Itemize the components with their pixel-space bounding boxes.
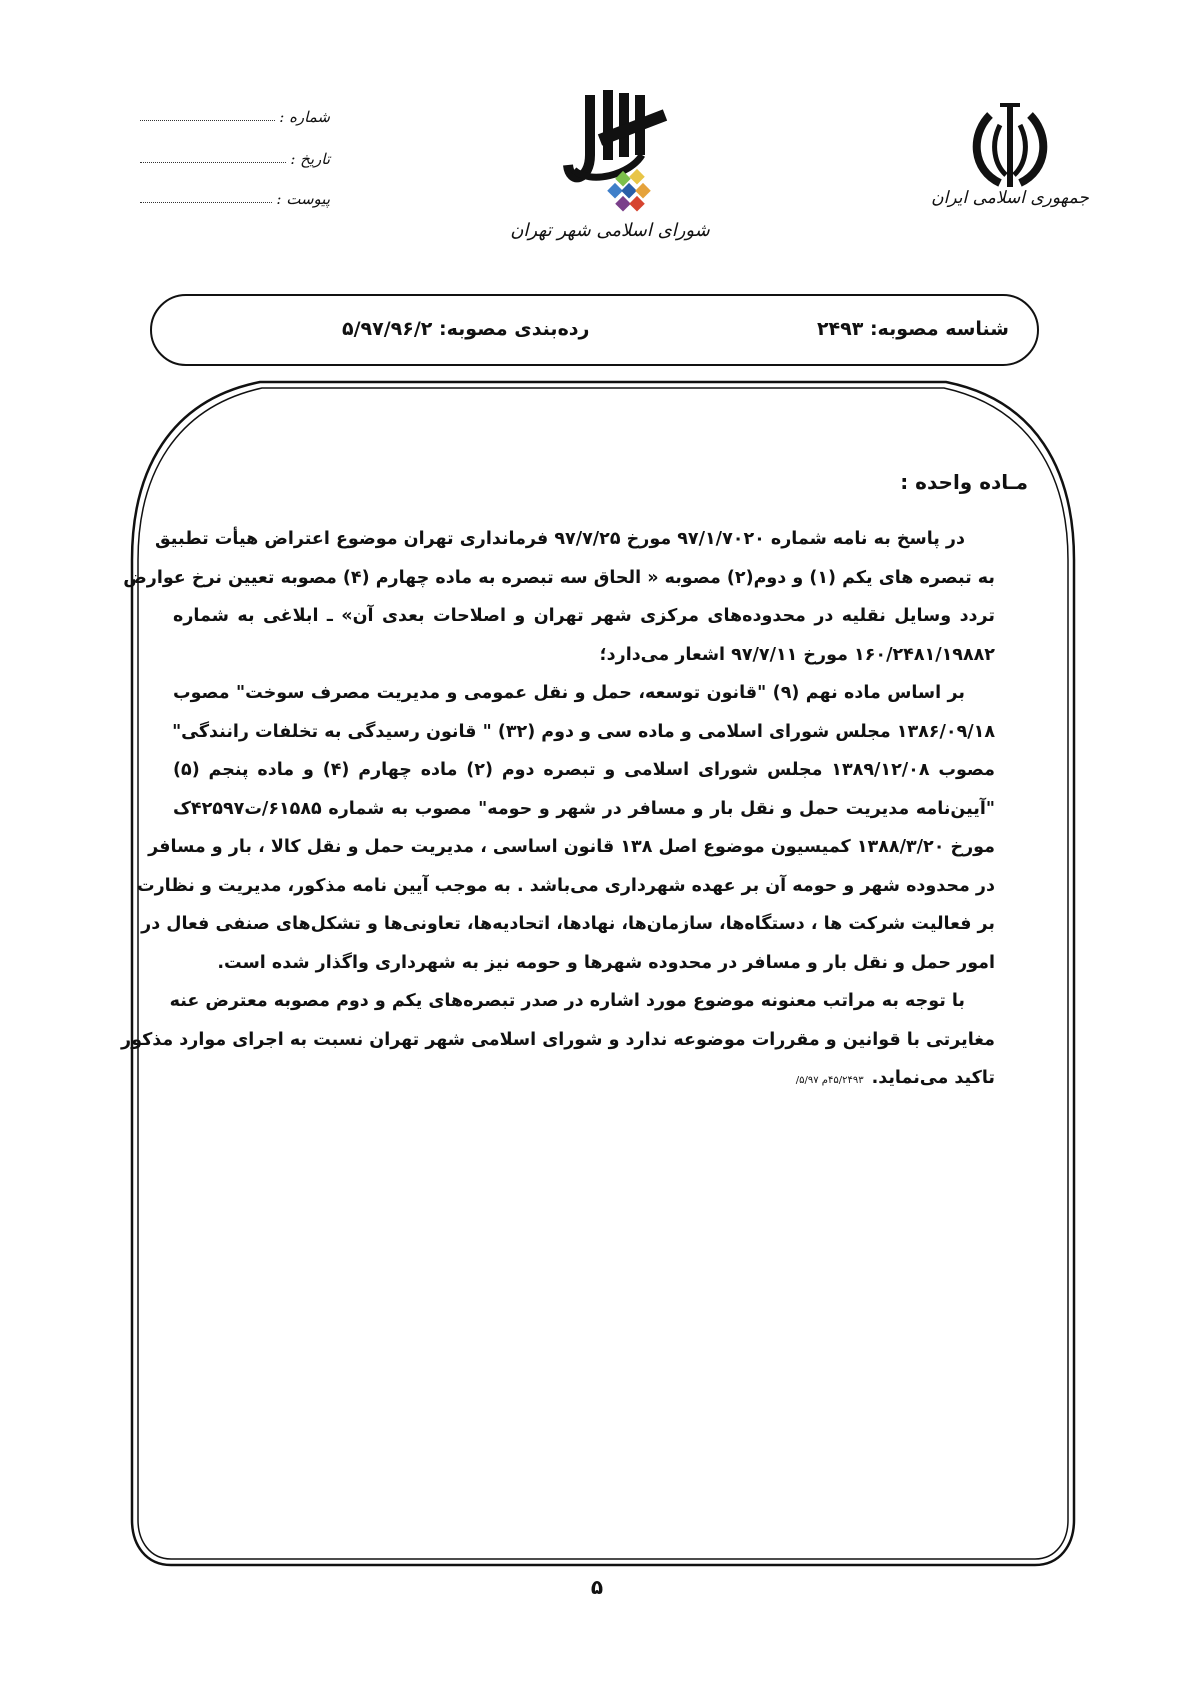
text-line: ۱۳۸۶/۰۹/۱۸ مجلس شورای اسلامی و ماده سی و دوم (۳۲) " قانون رسیدگی به تخلفات رانندگی" — [172, 721, 995, 742]
emblem-caption: جمهوری اسلامی ایران — [931, 188, 1089, 208]
date-label: تاریخ : — [290, 150, 330, 168]
text-line: تردد وسایل نقلیه در محدوده‌های مرکزی شهر تهران و اصلاحات بعدی آن» ـ ابلاغی به شماره — [173, 606, 995, 626]
text-line: به تبصره های یکم (۱) و دوم(۲) مصوبه « الحاق سه تبصره به ماده چهارم (۴) مصوبه تعیین نرخ عوارض — [123, 567, 995, 588]
resolution-id: شناسه مصوبه: ۲۴۹۳ — [816, 318, 1009, 340]
text-line: مصوب ۱۳۸۹/۱۲/۰۸ مجلس شورای اسلامی و تبصره دوم (۲) ماده چهارم (۴) و ماده پنجم (۵) — [173, 760, 996, 780]
resolution-body — [121, 520, 996, 1098]
closing-text: تاکید می‌نماید. — [871, 1068, 995, 1088]
text-line: بر اساس ماده نهم (۹) "قانون توسعه، حمل و نقل عمومی و مدیریت مصرف سوخت" مصوب — [173, 683, 965, 703]
text-line: در پاسخ به نامه شماره ۹۷/۱/۷۰۲۰ مورخ ۹۷/۷/۲۵ فرمانداری تهران موضوع اعتراض هیأت تطبیق — [155, 529, 965, 549]
page-number: ۵ — [590, 1575, 604, 1599]
text-line: مغایرتی با قوانین و مقررات موضوعه ندارد و شورای اسلامی شهر تهران نسبت به اجرای موارد مذکور — [121, 1029, 995, 1050]
number-label: شماره : — [279, 108, 330, 126]
text-line: در محدوده شهر و حومه آن بر عهده شهرداری می‌باشد . به موجب آیین نامه مذکور، مدیریت و نظارت — [137, 875, 995, 896]
reference-note: ۴۵/۲۴۹۳م ۵/۹۷/ — [795, 1075, 864, 1086]
section-title: مـاده واحده : — [900, 470, 1028, 494]
text-line: با توجه به مراتب معنونه موضوع مورد اشاره در صدر تبصره‌های یکم و دوم مصوبه معترض عنه — [169, 991, 965, 1011]
text-line: مورخ ۱۳۸۸/۳/۲۰ کمیسیون موضوع اصل ۱۳۸ قانون اساسی ، مدیریت حمل و نقل کالا ، بار و مسافر — [148, 837, 995, 857]
text-line: ۱۶۰/۲۴۸۱/۱۹۸۸۲ مورخ ۹۷/۷/۱۱ اشعار می‌دارد؛ — [599, 644, 995, 665]
attachment-label: پیوست : — [276, 190, 330, 208]
text-line-final — [173, 1059, 995, 1098]
text-line: امور حمل و نقل بار و مسافر در محدوده شهرها و حومه نیز به شهرداری واگذار شده است. — [217, 952, 995, 973]
paragraph — [121, 982, 995, 1098]
resolution-classification: رده‌بندی مصوبه: ۵/۹۷/۹۶/۲ — [342, 318, 590, 340]
text-line: بر فعالیت شرکت ها ، دستگاه‌ها، سازمان‌ها، نهادها، اتحادیه‌ها، تعاونی‌ها و تشکل‌های صنفی فعال در — [141, 914, 995, 934]
paragraph — [137, 674, 996, 982]
text-line: "آیین‌نامه مدیریت حمل و نقل بار و مسافر در شهر و حومه" مصوب به شماره ۶۱۵۸۵/ت۴۲۵۹۷ک — [173, 798, 995, 819]
council-caption: شورای اسلامی شهر تهران — [510, 220, 710, 241]
paragraph — [123, 520, 995, 674]
